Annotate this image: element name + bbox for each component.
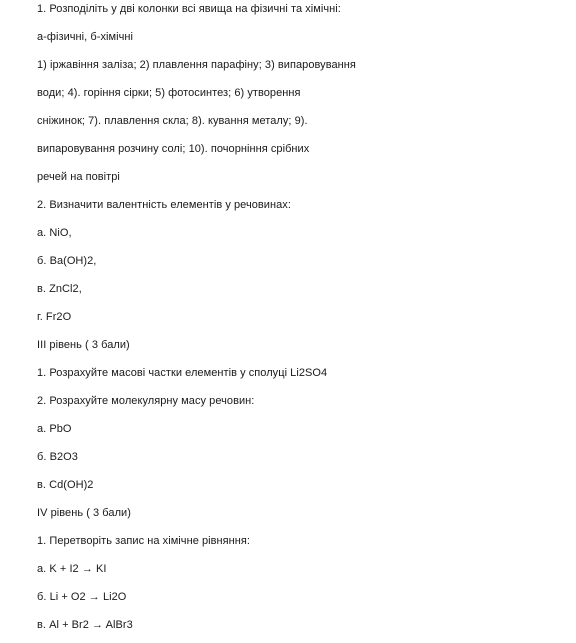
level-4-task-1: 1. Перетворіть запис на хімічне рівняння: [37, 535, 251, 547]
task-2-item-b: б. Ba(OH)2, [37, 255, 97, 267]
level-4-heading: IV рівень ( 3 бали) [37, 507, 131, 519]
task-1-legend: а-фізичні, б-хімічні [37, 31, 133, 43]
level-3-task-2-item-a: а. PbO [37, 423, 72, 435]
task-2-item-v: в. ZnCl2, [37, 283, 82, 295]
level-4-task-1-item-a: а. K + I2 → KI [37, 563, 107, 575]
task-1-text-line-2: води; 4). горіння сірки; 5) фотосинтез; 6) утворення [37, 87, 301, 99]
level-3-task-2-item-b: б. B2O3 [37, 451, 78, 463]
level-3-task-1: 1. Розрахуйте масові частки елементів у сполуці Li2SO4 [37, 367, 328, 379]
task-1-text-line-3: сніжинок; 7). плавлення скла; 8). кування металу; 9). [37, 115, 308, 127]
level-4-task-1-item-b: б. Li + O2 → Li2O [37, 591, 127, 603]
level-3-task-2: 2. Розрахуйте молекулярну масу речовин: [37, 395, 255, 407]
task-2-item-a: а. NiO, [37, 227, 72, 239]
level-3-heading: III рівень ( 3 бали) [37, 339, 130, 351]
task-1-text-line-1: 1) іржавіння заліза; 2) плавлення парафіну; 3) випаровування [37, 59, 356, 71]
task-1-text-line-4: випаровування розчину солі; 10). почорніння срібних [37, 143, 310, 155]
task-2-heading: 2. Визначити валентність елементів у речовинах: [37, 199, 291, 211]
task-1-text-line-5: речей на повітрі [37, 171, 120, 183]
level-3-task-2-item-v: в. Cd(OH)2 [37, 479, 94, 491]
task-1-heading: 1. Розподіліть у дві колонки всі явища на фізичні та хімічні: [37, 3, 341, 15]
task-2-item-g: г. Fr2O [37, 311, 72, 323]
level-4-task-1-item-v: в. Al + Br2 → AlBr3 [37, 619, 133, 631]
